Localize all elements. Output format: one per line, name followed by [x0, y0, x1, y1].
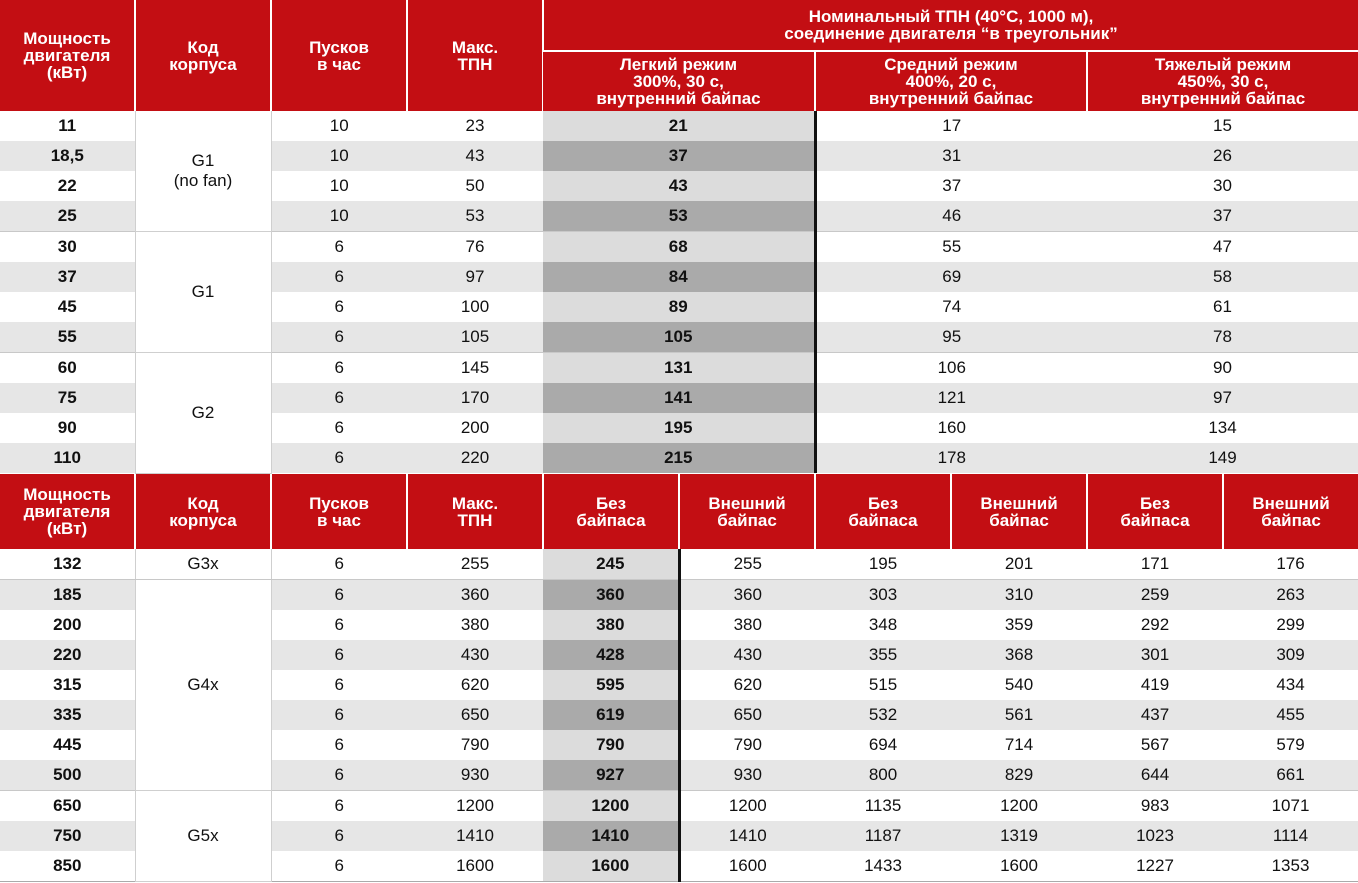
medium-no-bypass-cell: 515: [815, 670, 951, 700]
power-cell: 220: [0, 640, 135, 670]
light-mode-cell: 105: [543, 322, 815, 353]
light-ext-bypass-cell: 620: [679, 670, 815, 700]
light-mode-cell: 68: [543, 232, 815, 263]
header-light-mode: [543, 51, 815, 111]
starts-cell: 6: [271, 760, 407, 791]
header-power-label: Мощность двигателя (кВт): [23, 29, 111, 82]
max-current-cell: 105: [407, 322, 543, 353]
header-heavy-mode: [1087, 51, 1358, 111]
light-ext-bypass-cell: 790: [679, 730, 815, 760]
header-power: [0, 0, 135, 111]
table-body-top: [0, 111, 1358, 473]
medium-mode-cell: 74: [815, 292, 1087, 322]
max-current-cell: 200: [407, 413, 543, 443]
medium-mode-cell: 17: [815, 111, 1087, 141]
starts-cell: 6: [271, 700, 407, 730]
power-cell: 335: [0, 700, 135, 730]
medium-no-bypass-cell: 694: [815, 730, 951, 760]
heavy-mode-cell: 149: [1087, 443, 1358, 473]
max-current-cell: 255: [407, 549, 543, 580]
medium-mode-l1: Средний режим: [884, 55, 1018, 74]
light-no-bypass-cell: 1600: [543, 851, 679, 882]
medium-ext-bypass-cell: 310: [951, 580, 1087, 611]
light-mode-cell: 53: [543, 201, 815, 232]
medium-no-bypass-cell: 800: [815, 760, 951, 791]
max-current-cell: 170: [407, 383, 543, 413]
light-ext-bypass-cell: 650: [679, 700, 815, 730]
frame-cell: G1 (no fan): [135, 111, 271, 232]
power-cell: 650: [0, 791, 135, 822]
starts-cell: 10: [271, 141, 407, 171]
medium-ext-bypass-cell: 201: [951, 549, 1087, 580]
light-no-bypass-cell: 595: [543, 670, 679, 700]
light-ext-bypass-cell: 1600: [679, 851, 815, 882]
starts-cell: 6: [271, 383, 407, 413]
medium-ext-bypass-cell: 829: [951, 760, 1087, 791]
header-max-current: [407, 474, 543, 549]
header-max-label: Макс. ТПН: [451, 37, 499, 74]
medium-mode-cell: 31: [815, 141, 1087, 171]
max-current-cell: 145: [407, 353, 543, 384]
power-cell: 22: [0, 171, 135, 201]
medium-ext-bypass-cell: 1600: [951, 851, 1087, 882]
power-cell: 185: [0, 580, 135, 611]
light-no-bypass-cell: 245: [543, 549, 679, 580]
medium-mode-cell: 69: [815, 262, 1087, 292]
max-current-cell: 380: [407, 610, 543, 640]
light-mode-l2: 300%, 30 с,: [633, 72, 724, 91]
medium-no-bypass-cell: 355: [815, 640, 951, 670]
light-mode-cell: 89: [543, 292, 815, 322]
medium-no-bypass-cell: 195: [815, 549, 951, 580]
medium-mode-cell: 160: [815, 413, 1087, 443]
header-medium-no-bypass: [815, 474, 951, 549]
starts-cell: 6: [271, 851, 407, 882]
power-cell: 45: [0, 292, 135, 322]
power-cell: 750: [0, 821, 135, 851]
starts-cell: 6: [271, 292, 407, 322]
heavy-ext-bypass-cell: 434: [1223, 670, 1358, 700]
light-mode-cell: 43: [543, 171, 815, 201]
power-cell: 18,5: [0, 141, 135, 171]
heavy-no-bypass-cell: 437: [1087, 700, 1223, 730]
light-ext-bypass-cell: 430: [679, 640, 815, 670]
header-nominal-line2: соединение двигателя “в треугольник”: [784, 24, 1118, 43]
medium-mode-cell: 55: [815, 232, 1087, 263]
heavy-no-bypass-cell: 292: [1087, 610, 1223, 640]
no-bypass-label: Без байпаса: [576, 493, 646, 530]
starts-cell: 6: [271, 353, 407, 384]
table-row: [0, 111, 1358, 141]
header-medium-ext-bypass: [951, 474, 1087, 549]
max-current-cell: 1200: [407, 791, 543, 822]
heavy-no-bypass-cell: 171: [1087, 549, 1223, 580]
medium-no-bypass-cell: 348: [815, 610, 951, 640]
medium-ext-bypass-cell: 714: [951, 730, 1087, 760]
frame-cell: G4x: [135, 580, 271, 791]
header-power-label: Мощность двигателя (кВт): [23, 485, 111, 538]
header-frame-label: Код корпуса: [169, 37, 237, 74]
power-cell: 30: [0, 232, 135, 263]
heavy-mode-cell: 30: [1087, 171, 1358, 201]
header-max-label: Макс. ТПН: [451, 493, 499, 530]
max-current-cell: 97: [407, 262, 543, 292]
starts-cell: 6: [271, 262, 407, 292]
medium-ext-bypass-cell: 540: [951, 670, 1087, 700]
starts-cell: 6: [271, 640, 407, 670]
light-ext-bypass-cell: 380: [679, 610, 815, 640]
heavy-ext-bypass-cell: 1071: [1223, 791, 1358, 822]
power-cell: 200: [0, 610, 135, 640]
heavy-mode-cell: 47: [1087, 232, 1358, 263]
header-starts: [271, 474, 407, 549]
starts-cell: 6: [271, 670, 407, 700]
heavy-mode-cell: 134: [1087, 413, 1358, 443]
max-current-cell: 930: [407, 760, 543, 791]
heavy-no-bypass-cell: 983: [1087, 791, 1223, 822]
medium-ext-bypass-cell: 561: [951, 700, 1087, 730]
light-ext-bypass-cell: 1410: [679, 821, 815, 851]
light-no-bypass-cell: 1410: [543, 821, 679, 851]
light-mode-cell: 141: [543, 383, 815, 413]
ext-bypass-label: Внешний байпас: [1252, 493, 1330, 530]
heavy-ext-bypass-cell: 299: [1223, 610, 1358, 640]
header-medium-mode: [815, 51, 1087, 111]
light-ext-bypass-cell: 930: [679, 760, 815, 791]
light-ext-bypass-cell: 255: [679, 549, 815, 580]
heavy-ext-bypass-cell: 1353: [1223, 851, 1358, 882]
heavy-ext-bypass-cell: 263: [1223, 580, 1358, 611]
max-current-cell: 360: [407, 580, 543, 611]
frame-cell: G1: [135, 232, 271, 353]
max-current-cell: 1410: [407, 821, 543, 851]
heavy-no-bypass-cell: 1023: [1087, 821, 1223, 851]
light-mode-l1: Легкий режим: [619, 55, 738, 74]
light-no-bypass-cell: 428: [543, 640, 679, 670]
starts-cell: 6: [271, 443, 407, 473]
medium-no-bypass-cell: 1135: [815, 791, 951, 822]
light-mode-cell: 215: [543, 443, 815, 473]
light-ext-bypass-cell: 360: [679, 580, 815, 611]
max-current-cell: 430: [407, 640, 543, 670]
starts-cell: 10: [271, 171, 407, 201]
power-cell: 500: [0, 760, 135, 791]
light-mode-cell: 84: [543, 262, 815, 292]
header-starts: [271, 0, 407, 111]
light-no-bypass-cell: 790: [543, 730, 679, 760]
no-bypass-label: Без байпаса: [1120, 493, 1190, 530]
medium-no-bypass-cell: 1187: [815, 821, 951, 851]
frame-cell: G2: [135, 353, 271, 474]
no-bypass-label: Без байпаса: [848, 493, 918, 530]
header-starts-label: Пусков в час: [309, 493, 369, 530]
heavy-mode-l3: внутренний байпас: [1140, 89, 1306, 108]
light-ext-bypass-cell: 1200: [679, 791, 815, 822]
header-max-current: [407, 0, 543, 111]
starts-cell: 6: [271, 580, 407, 611]
header-light-no-bypass: [543, 474, 679, 549]
table-row: [0, 232, 1358, 263]
table-row: [0, 353, 1358, 384]
power-cell: 37: [0, 262, 135, 292]
header-power: [0, 474, 135, 549]
starts-cell: 6: [271, 549, 407, 580]
header-frame: [135, 0, 271, 111]
light-no-bypass-cell: 927: [543, 760, 679, 791]
header-starts-label: Пусков в час: [309, 37, 369, 74]
heavy-mode-cell: 37: [1087, 201, 1358, 232]
heavy-mode-cell: 90: [1087, 353, 1358, 384]
max-current-cell: 50: [407, 171, 543, 201]
heavy-no-bypass-cell: 301: [1087, 640, 1223, 670]
header-frame: [135, 474, 271, 549]
starts-cell: 6: [271, 322, 407, 353]
max-current-cell: 76: [407, 232, 543, 263]
ext-bypass-label: Внешний байпас: [708, 493, 786, 530]
medium-mode-cell: 37: [815, 171, 1087, 201]
power-cell: 132: [0, 549, 135, 580]
medium-mode-cell: 106: [815, 353, 1087, 384]
light-no-bypass-cell: 380: [543, 610, 679, 640]
heavy-ext-bypass-cell: 455: [1223, 700, 1358, 730]
medium-mode-cell: 121: [815, 383, 1087, 413]
ext-bypass-label: Внешний байпас: [980, 493, 1058, 530]
power-cell: 25: [0, 201, 135, 232]
medium-ext-bypass-cell: 359: [951, 610, 1087, 640]
heavy-ext-bypass-cell: 661: [1223, 760, 1358, 791]
starts-cell: 6: [271, 821, 407, 851]
heavy-mode-cell: 26: [1087, 141, 1358, 171]
header-heavy-no-bypass: [1087, 474, 1223, 549]
light-mode-cell: 21: [543, 111, 815, 141]
heavy-no-bypass-cell: 567: [1087, 730, 1223, 760]
medium-mode-cell: 46: [815, 201, 1087, 232]
table-row: [0, 580, 1358, 611]
heavy-mode-cell: 15: [1087, 111, 1358, 141]
max-current-cell: 220: [407, 443, 543, 473]
heavy-ext-bypass-cell: 309: [1223, 640, 1358, 670]
header-frame-label: Код корпуса: [169, 493, 237, 530]
starts-cell: 10: [271, 111, 407, 141]
power-cell: 315: [0, 670, 135, 700]
max-current-cell: 23: [407, 111, 543, 141]
medium-ext-bypass-cell: 368: [951, 640, 1087, 670]
heavy-no-bypass-cell: 419: [1087, 670, 1223, 700]
power-cell: 75: [0, 383, 135, 413]
power-cell: 850: [0, 851, 135, 882]
medium-mode-cell: 95: [815, 322, 1087, 353]
rating-table-g3-g5: [0, 474, 1358, 882]
heavy-ext-bypass-cell: 176: [1223, 549, 1358, 580]
medium-ext-bypass-cell: 1200: [951, 791, 1087, 822]
header-nominal-line1: Номинальный ТПН (40°C, 1000 м),: [808, 7, 1094, 26]
heavy-mode-cell: 78: [1087, 322, 1358, 353]
power-cell: 60: [0, 353, 135, 384]
power-cell: 445: [0, 730, 135, 760]
max-current-cell: 790: [407, 730, 543, 760]
light-mode-cell: 195: [543, 413, 815, 443]
heavy-mode-l2: 450%, 30 с,: [1177, 72, 1269, 91]
medium-no-bypass-cell: 532: [815, 700, 951, 730]
header-nominal: [543, 0, 1358, 51]
power-cell: 55: [0, 322, 135, 353]
light-no-bypass-cell: 619: [543, 700, 679, 730]
starts-cell: 6: [271, 610, 407, 640]
heavy-ext-bypass-cell: 1114: [1223, 821, 1358, 851]
header-heavy-ext-bypass: [1223, 474, 1358, 549]
power-cell: 11: [0, 111, 135, 141]
medium-ext-bypass-cell: 1319: [951, 821, 1087, 851]
max-current-cell: 43: [407, 141, 543, 171]
frame-cell: G3x: [135, 549, 271, 580]
heavy-ext-bypass-cell: 579: [1223, 730, 1358, 760]
medium-no-bypass-cell: 303: [815, 580, 951, 611]
light-no-bypass-cell: 360: [543, 580, 679, 611]
heavy-mode-cell: 58: [1087, 262, 1358, 292]
max-current-cell: 1600: [407, 851, 543, 882]
medium-no-bypass-cell: 1433: [815, 851, 951, 882]
power-cell: 110: [0, 443, 135, 473]
table-row: [0, 791, 1358, 822]
starts-cell: 6: [271, 730, 407, 760]
table-body-bottom: [0, 549, 1358, 882]
starts-cell: 10: [271, 201, 407, 232]
heavy-mode-cell: 97: [1087, 383, 1358, 413]
header-light-ext-bypass: [679, 474, 815, 549]
heavy-no-bypass-cell: 259: [1087, 580, 1223, 611]
starts-cell: 6: [271, 413, 407, 443]
heavy-mode-l1: Тяжелый режим: [1154, 55, 1292, 74]
light-no-bypass-cell: 1200: [543, 791, 679, 822]
frame-cell: G5x: [135, 791, 271, 882]
max-current-cell: 53: [407, 201, 543, 232]
starts-cell: 6: [271, 791, 407, 822]
medium-mode-l2: 400%, 20 с,: [905, 72, 997, 91]
power-cell: 90: [0, 413, 135, 443]
medium-mode-l3: внутренний байпас: [868, 89, 1034, 108]
max-current-cell: 100: [407, 292, 543, 322]
max-current-cell: 620: [407, 670, 543, 700]
heavy-no-bypass-cell: 644: [1087, 760, 1223, 791]
table-row: [0, 549, 1358, 580]
light-mode-l3: внутренний байпас: [596, 89, 761, 108]
heavy-no-bypass-cell: 1227: [1087, 851, 1223, 882]
light-mode-cell: 131: [543, 353, 815, 384]
heavy-mode-cell: 61: [1087, 292, 1358, 322]
light-mode-cell: 37: [543, 141, 815, 171]
starts-cell: 6: [271, 232, 407, 263]
medium-mode-cell: 178: [815, 443, 1087, 473]
max-current-cell: 650: [407, 700, 543, 730]
